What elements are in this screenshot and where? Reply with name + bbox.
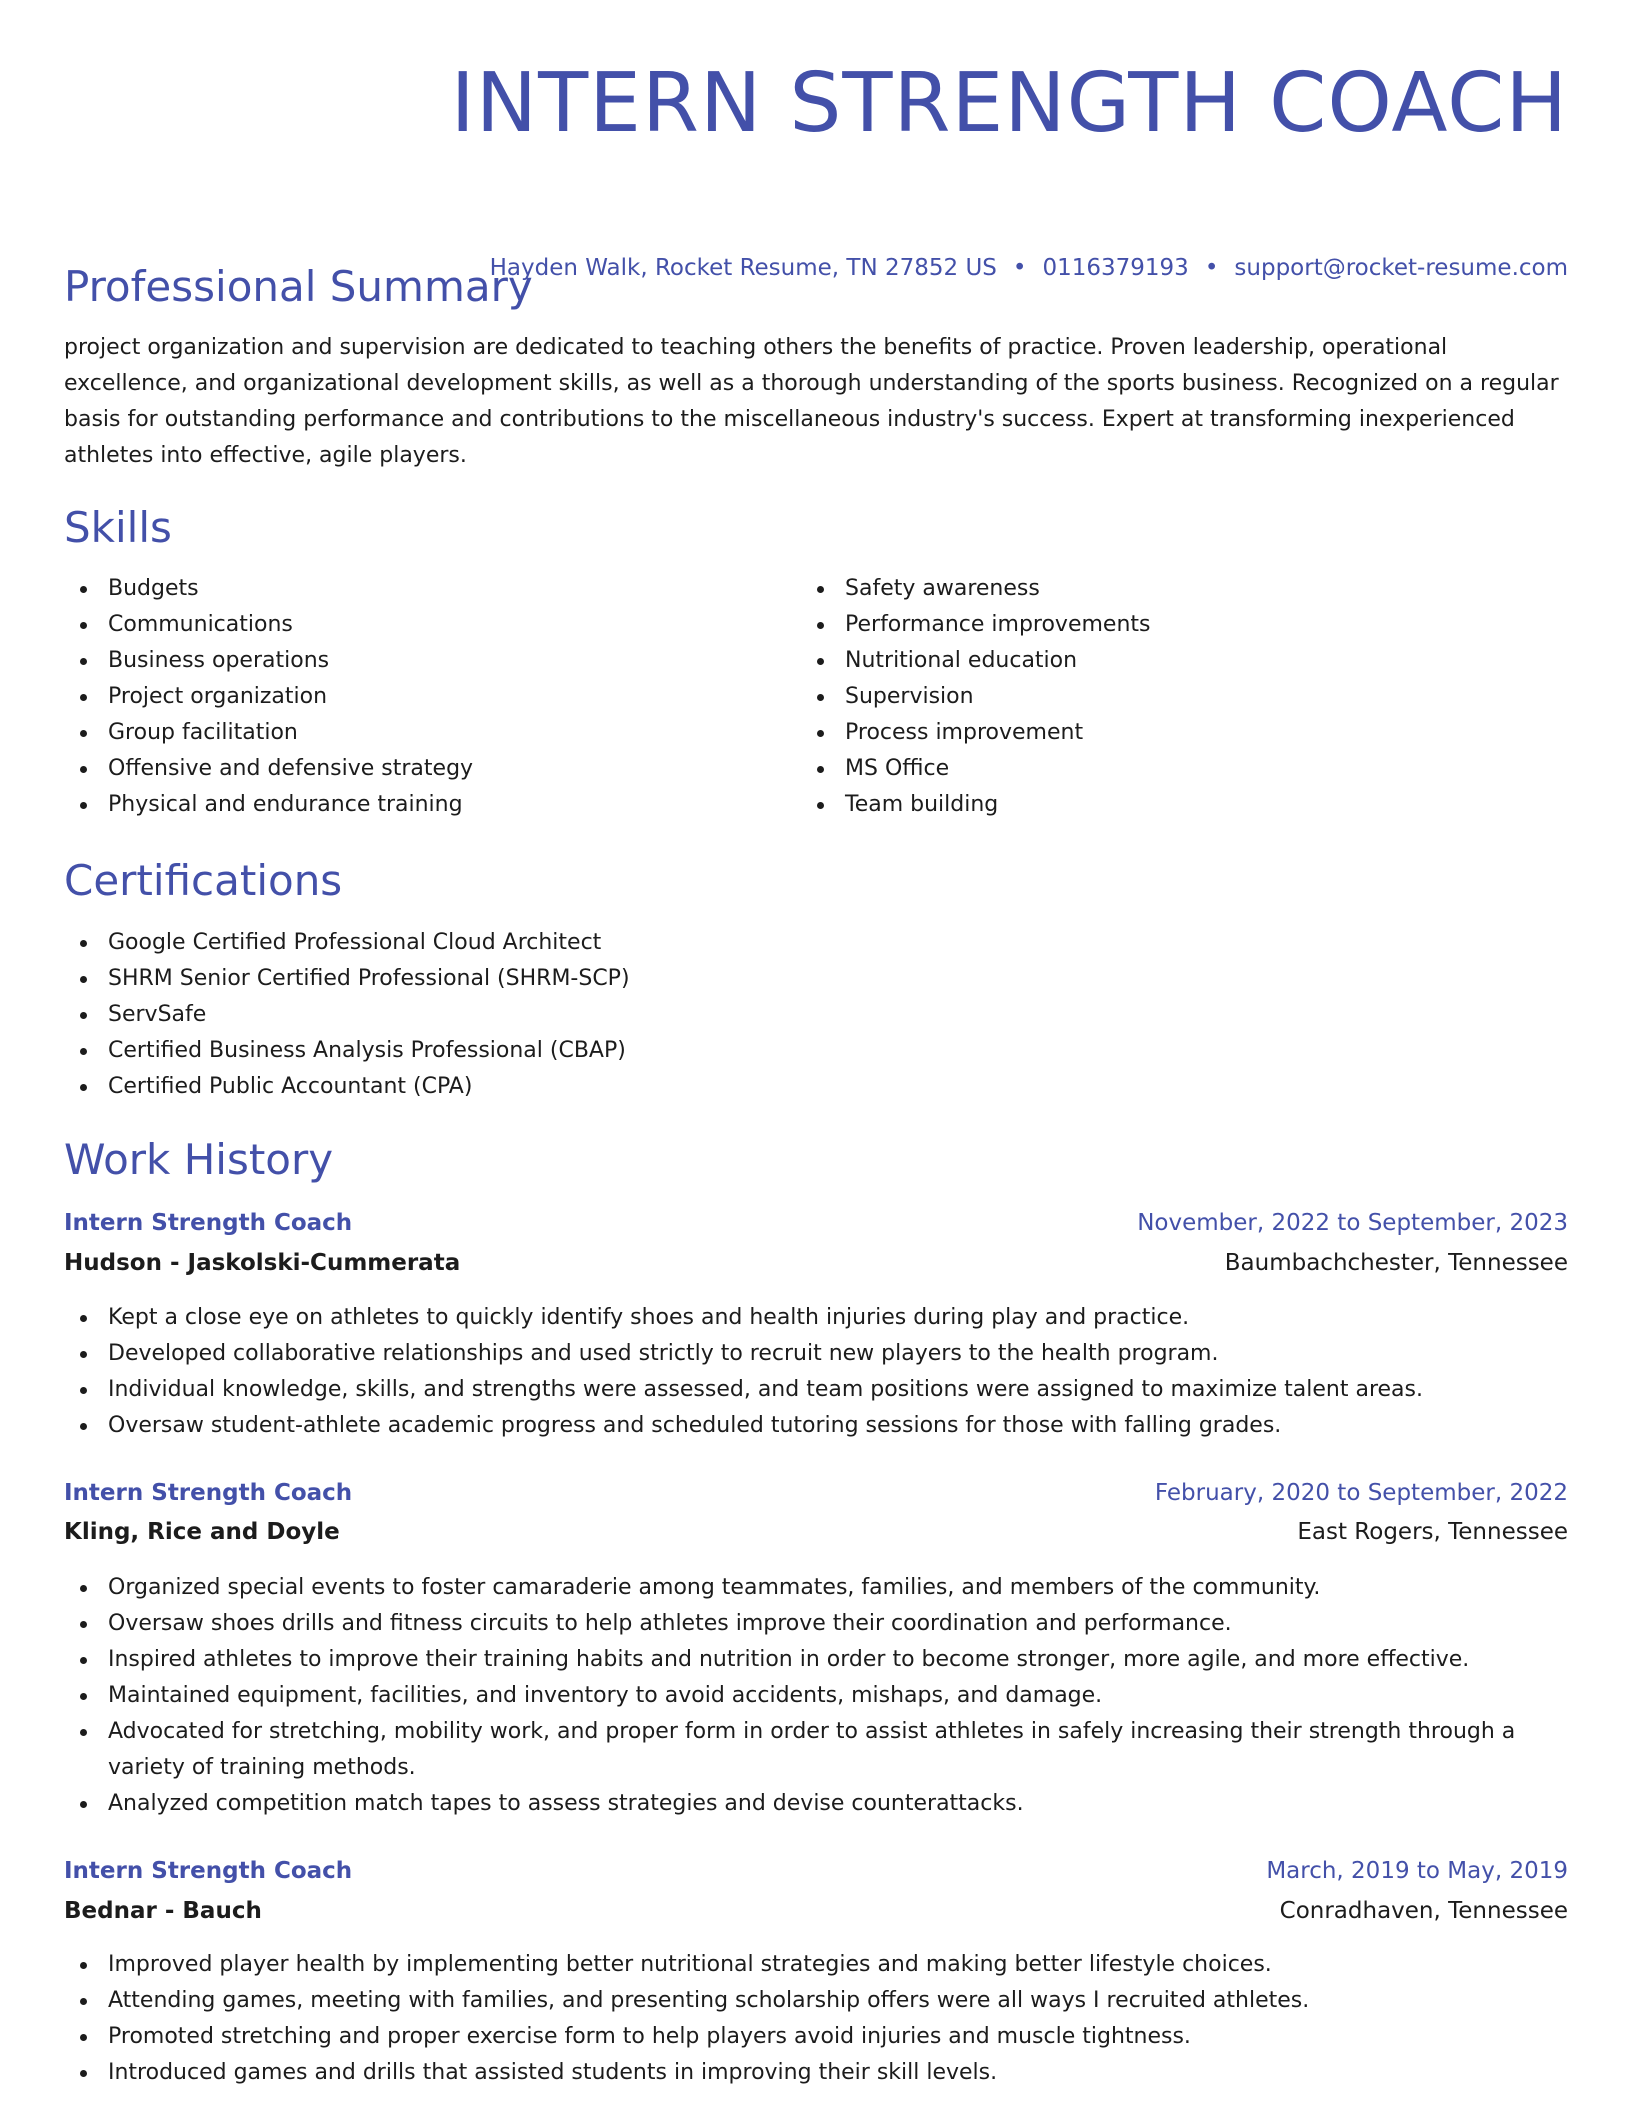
job-bullets	[64, 1947, 1568, 2091]
skill-item: Supervision	[801, 679, 1561, 715]
job-dates: March, 2019 to May, 2019	[1266, 1858, 1568, 1884]
certification-item: Certified Public Accountant (CPA)	[64, 1069, 1568, 1105]
skills-list-right	[801, 571, 1561, 823]
contact-email[interactable]: support@rocket-resume.com	[1234, 255, 1568, 281]
skills-section-title: Skills	[64, 503, 172, 552]
contact-line	[490, 253, 1568, 283]
job-bullet: Advocated for stretching, mobility work, and proper form in order to assist athletes in safely increasing their strength through a variety of training methods.	[64, 1714, 1568, 1786]
job-bullet: Kept a close eye on athletes to quickly identify shoes and health injuries during play and practice.	[64, 1300, 1568, 1336]
job-bullet: Attending games, meeting with families, and presenting scholarship offers were all ways I recruited athletes.	[64, 1983, 1568, 2019]
certification-item: ServSafe	[64, 997, 1568, 1033]
job-location: Baumbachchester, Tennessee	[1224, 1250, 1568, 1276]
job-bullet: Inspired athletes to improve their training habits and nutrition in order to become stronger, more agile, and more effective.	[64, 1642, 1568, 1678]
job-bullet: Maintained equipment, facilities, and inventory to avoid accidents, mishaps, and damage.	[64, 1678, 1568, 1714]
skill-item: Safety awareness	[801, 571, 1561, 607]
job-bullets	[64, 1300, 1568, 1444]
skill-item: Business operations	[64, 643, 764, 679]
skill-item: Group facilitation	[64, 715, 764, 751]
job-bullet: Oversaw shoes drills and fitness circuits to help athletes improve their coordination and performance.	[64, 1606, 1568, 1642]
work-history-section-title: Work History	[64, 1135, 334, 1184]
job-location: East Rogers, Tennessee	[1297, 1519, 1568, 1545]
skill-item: Team building	[801, 787, 1561, 823]
job-title: Intern Strength Coach	[64, 1480, 353, 1506]
skill-item: Communications	[64, 607, 764, 643]
contact-phone: 0116379193	[1042, 255, 1189, 281]
skill-item: MS Office	[801, 751, 1561, 787]
job-bullet: Promoted stretching and proper exercise form to help players avoid injuries and muscle tightness.	[64, 2019, 1568, 2055]
skill-item: Physical and endurance training	[64, 787, 764, 823]
job-title: Intern Strength Coach	[64, 1858, 353, 1884]
skill-item: Performance improvements	[801, 607, 1561, 643]
skill-item: Process improvement	[801, 715, 1561, 751]
contact-separator: •	[1012, 255, 1027, 281]
job-dates: November, 2022 to September, 2023	[1137, 1210, 1568, 1236]
job-bullet: Individual knowledge, skills, and strengths were assessed, and team positions were assigned to maximize talent areas.	[64, 1372, 1568, 1408]
skill-item: Nutritional education	[801, 643, 1561, 679]
resume-name-heading: INTERN STRENGTH COACH	[450, 56, 1568, 151]
job-bullets	[64, 1570, 1568, 1822]
job-bullet: Improved player health by implementing better nutritional strategies and making better lifestyle choices.	[64, 1947, 1568, 1983]
certifications-list	[64, 925, 1568, 1105]
job-bullet: Oversaw student-athlete academic progress and scheduled tutoring sessions for those with falling grades.	[64, 1408, 1568, 1444]
job-bullet: Introduced games and drills that assisted students in improving their skill levels.	[64, 2055, 1568, 2091]
contact-address: Hayden Walk, Rocket Resume, TN 27852 US	[489, 255, 997, 281]
job-bullet: Developed collaborative relationships and used strictly to recruit new players to the health program.	[64, 1336, 1568, 1372]
certification-item: SHRM Senior Certified Professional (SHRM-SCP)	[64, 961, 1568, 997]
job-dates: February, 2020 to September, 2022	[1154, 1480, 1568, 1506]
job-company: Bednar - Bauch	[64, 1898, 262, 1924]
certification-item: Certified Business Analysis Professional (CBAP)	[64, 1033, 1568, 1069]
certification-item: Google Certified Professional Cloud Architect	[64, 925, 1568, 961]
job-bullet: Organized special events to foster camaraderie among teammates, families, and members of the community.	[64, 1570, 1568, 1606]
job-company: Kling, Rice and Doyle	[64, 1519, 340, 1545]
skill-item: Budgets	[64, 571, 764, 607]
contact-separator: •	[1204, 255, 1219, 281]
skill-item: Offensive and defensive strategy	[64, 751, 764, 787]
job-bullet: Analyzed competition match tapes to assess strategies and devise counterattacks.	[64, 1786, 1568, 1822]
job-company: Hudson - Jaskolski-Cummerata	[64, 1250, 461, 1276]
skills-list-left	[64, 571, 764, 823]
summary-section-title: Professional Summary	[64, 262, 533, 311]
certifications-section-title: Certifications	[64, 856, 343, 905]
skill-item: Project organization	[64, 679, 764, 715]
summary-text: project organization and supervision are dedicated to teaching others the benefits of practice. Proven leadership, operational excellence, and organizational development skills, as well as a thorough understanding of the sports business. Recognized on a regular basis for outstanding performance and contributions to the miscellaneous industry's success. Expert at transforming inexperienced athletes into effective, agile players.	[64, 335, 1559, 468]
job-location: Conradhaven, Tennessee	[1279, 1898, 1568, 1924]
job-title: Intern Strength Coach	[64, 1210, 353, 1236]
